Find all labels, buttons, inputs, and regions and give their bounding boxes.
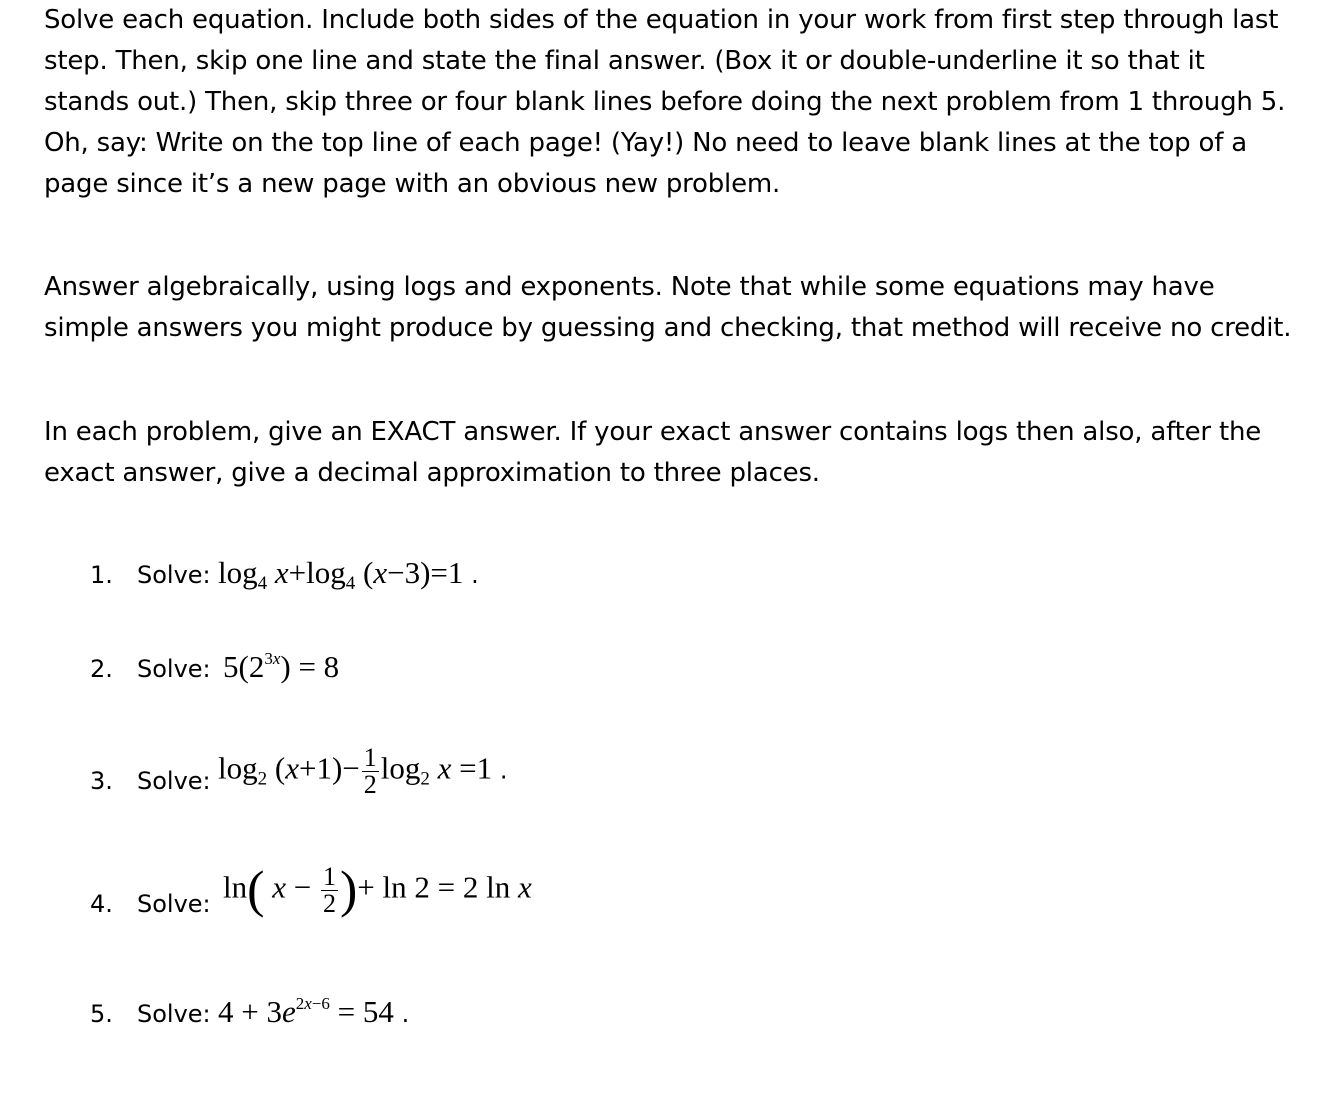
problem-number: 4. [90, 890, 113, 918]
problem-label: Solve: [137, 655, 211, 683]
problem-number: 5. [90, 1000, 113, 1028]
instructions-paragraph-2: Answer algebraically, using logs and exponents. Note that while some equations may have simple answers you might produce by guessing and checking, that method will receive no credit. [44, 272, 1292, 343]
problem-label: Solve: [137, 767, 211, 795]
equation-3: $\log_2 (x+1)-$ $\frac{1}{2}$ $\log_2 x =1$ . [218, 743, 508, 799]
equation-1: $\log_4 x+\log_4$ (x−3)=1 . [218, 555, 479, 594]
problem-number: 3. [90, 767, 113, 795]
equation-2: $5(2^{3x}) = 8$ [223, 649, 340, 684]
problem-number: 1. [90, 561, 113, 589]
problem-label: Solve: [137, 561, 211, 589]
equation-4: ln( x − $\frac{1}{2}$ )+ ln 2 = 2 ln x [223, 861, 532, 919]
problem-label: Solve: [137, 890, 211, 918]
instructions-paragraph-1: Solve each equation. Include both sides of the equation in your work from first step through last step. Then, skip one line and state the final answer. (Box it or double-underline it so that it stands out.) Then, skip three or four blank lines before doing the next problem from 1 through 5. Oh, say: Write on the top line of each page! (Yay!) No need to leave blank lines at the top of a page since it’s a new page with an obvious new problem. [44, 5, 1286, 199]
equation-5: $4 + 3e^{2x-6} = 54$ . [218, 994, 410, 1029]
problem-label: Solve: [137, 1000, 211, 1028]
instructions-paragraph-3: In each problem, give an EXACT answer. If your exact answer contains logs then also, after the exact answer, give a decimal approximation to three places. [44, 417, 1262, 488]
problem-number: 2. [90, 655, 113, 683]
